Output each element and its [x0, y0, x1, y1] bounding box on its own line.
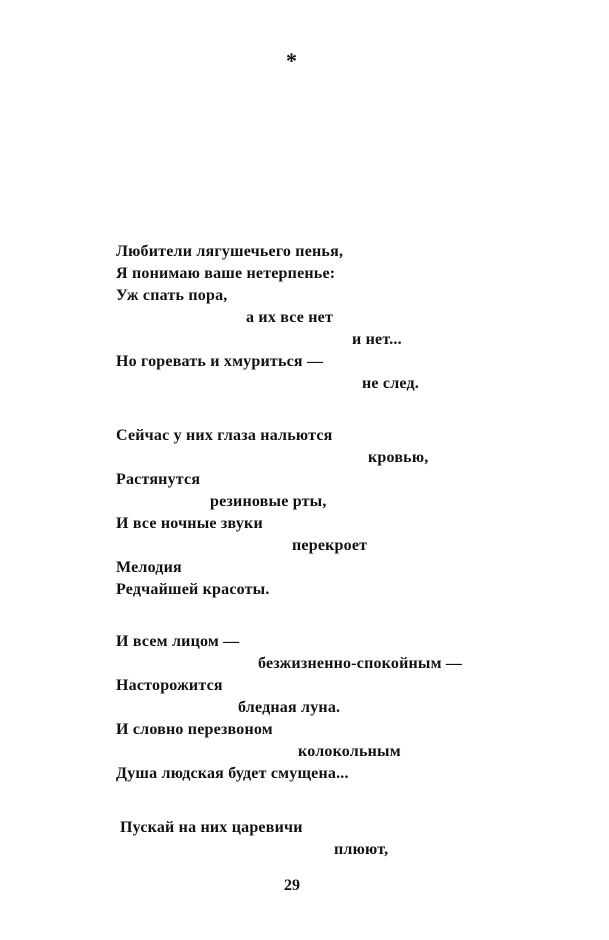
poem-line: Растянутся: [116, 471, 201, 488]
poem-line: не след.: [362, 375, 419, 392]
poem-line: Но горевать и хмуриться —: [116, 353, 324, 370]
poem-line: Редчайшей красоты.: [116, 581, 270, 598]
poem-line: Душа людская будет смущена...: [116, 765, 349, 782]
poem-line: резиновые рты,: [210, 493, 327, 510]
poem-line: И все ночные звуки: [116, 515, 263, 532]
poem-line: И словно перезвоном: [116, 721, 273, 738]
poem-line: Уж спать пора,: [116, 287, 228, 304]
poem-line: Пускай на них царевичи: [120, 819, 303, 836]
page-number: 29: [284, 877, 300, 894]
poem-line: а их все нет: [246, 309, 334, 326]
poem-line: безжизненно-спокойным —: [258, 655, 463, 672]
poem-line: плюют,: [334, 841, 389, 858]
poem-line: Сейчас у них глаза нальются: [116, 427, 333, 444]
poem-line: перекроет: [292, 537, 368, 554]
poem-line: кровью,: [368, 449, 429, 466]
poem-line: И всем лицом —: [116, 633, 240, 650]
poem-line: и нет...: [352, 331, 402, 348]
poem-line: Мелодия: [116, 559, 182, 576]
poem-line: Любители лягушечьего пенья,: [116, 243, 344, 260]
poem-line: колокольным: [298, 743, 401, 760]
section-ornament: *: [286, 48, 297, 73]
poem-line: бледная луна.: [238, 699, 341, 716]
poem-line: Я понимаю ваше нетерпенье:: [116, 265, 336, 282]
poem-line: Насторожится: [116, 677, 223, 694]
